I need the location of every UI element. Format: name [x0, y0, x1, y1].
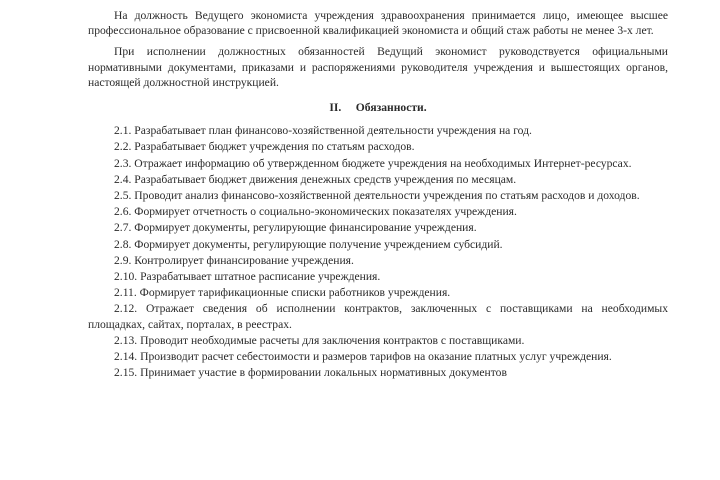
section-heading: II. Обязанности. [329, 101, 427, 115]
duty-item-2-10: 2.10. Разрабатывает штатное расписание учреждения. [114, 270, 381, 284]
duty-item-2-14: 2.14. Производит расчет себестоимости и размеров тарифов на оказание платных услуг учреждения. [114, 350, 612, 364]
duty-item-2-12: 2.12. Отражает сведения об исполнении контрактов, заключенных с поставщиками на необходимых площадках, сайтах, порталах, в реестрах. [88, 302, 668, 331]
duty-item-2-13: 2.13. Проводит необходимые расчеты для заключения контрактов с поставщиками. [114, 333, 525, 347]
duty-item-2-5: 2.5. Проводит анализ финансово-хозяйственной деятельности учреждения по статьям расходов и доходов. [114, 189, 640, 203]
duty-item-2-7: 2.7. Формирует документы, регулирующие финансирование учреждения. [114, 221, 477, 235]
duty-item-2-11: 2.11. Формирует тарификационные списки работников учреждения. [114, 286, 451, 300]
duty-item-2-2: 2.2. Разрабатывает бюджет учреждения по статьям расходов. [114, 140, 415, 154]
duty-item-2-6: 2.6. Формирует отчетность о социально-экономических показателях учреждения. [114, 205, 517, 219]
intro-paragraph-2: При исполнении должностных обязанностей Ведущий экономист руководствуется официальными нормативными документами, приказами и распоряжениями руководителя учреждения и вышестоящих органов, настоящей должностной инструкцией. [88, 45, 668, 89]
duty-item-2-3: 2.3. Отражает информацию об утвержденном бюджете учреждения на необходимых Интернет-ресурсах. [114, 156, 632, 170]
duty-item-2-9: 2.9. Контролирует финансирование учреждения. [114, 253, 354, 267]
duty-item-2-15: 2.15. Принимает участие в формировании локальных нормативных документов [114, 366, 507, 380]
duty-item-2-1: 2.1. Разрабатывает план финансово-хозяйственной деятельности учреждения на год. [114, 124, 532, 138]
document-body [88, 8, 668, 380]
intro-paragraph-1: На должность Ведущего экономиста учреждения здравоохранения принимается лицо, имеющее высшее профессиональное образование с присвоенной квалификацией экономиста и общий стаж работы не менее 3-х лет. [88, 9, 668, 38]
duty-item-2-4: 2.4. Разрабатывает бюджет движения денежных средств учреждения по месяцам. [114, 172, 517, 186]
duty-item-2-8: 2.8. Формирует документы, регулирующие получение учреждением субсидий. [114, 237, 503, 251]
